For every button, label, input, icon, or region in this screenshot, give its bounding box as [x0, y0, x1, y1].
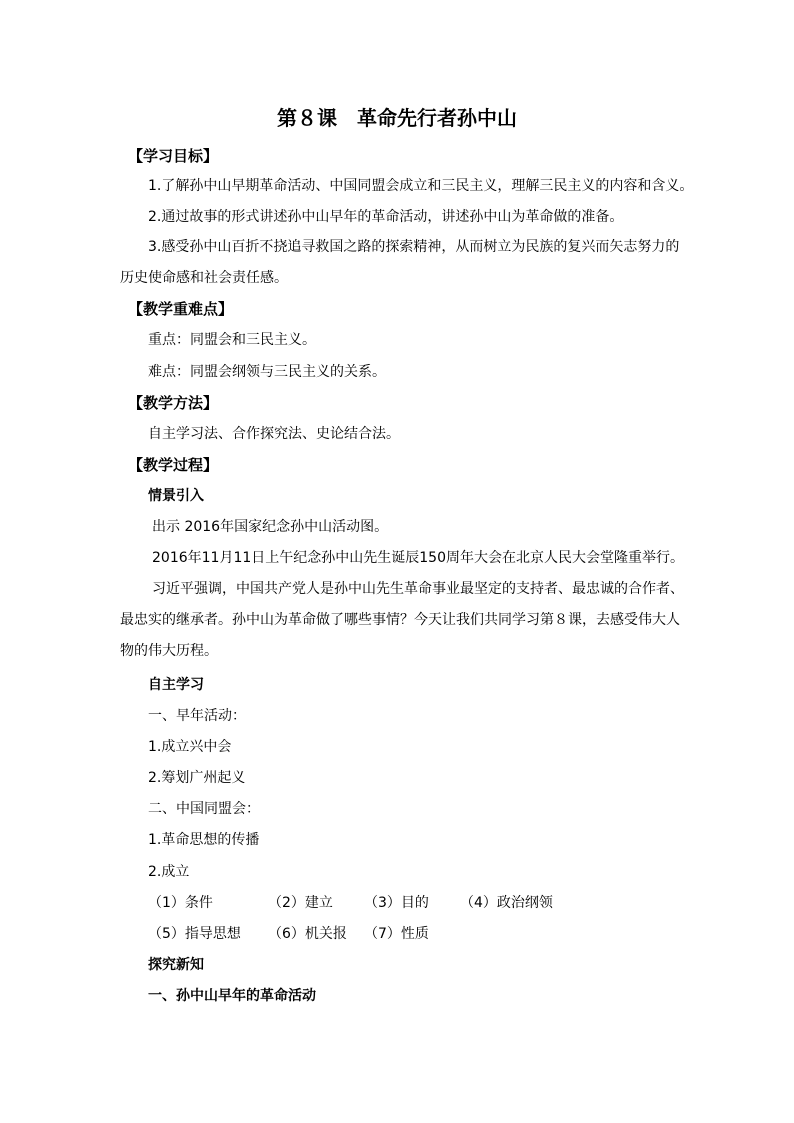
- option-item: （1）条件: [148, 895, 213, 911]
- early-item-2: 2.筹划广州起义: [148, 770, 246, 786]
- explore-item-1: 一、孙中山早年的革命活动: [148, 988, 316, 1004]
- option-item: （3）目的: [364, 895, 429, 911]
- key-heading: 【教学重难点】: [128, 300, 234, 318]
- league-item-1: 1.革命思想的传播: [148, 832, 260, 848]
- goals-heading: 【学习目标】: [128, 147, 219, 165]
- process-heading: 【教学过程】: [128, 456, 219, 474]
- intro-line-3b: 最忠实的继承者。孙中山为革命做了哪些事情？今天让我们共同学习第８课，去感受伟大人: [120, 612, 680, 628]
- options-row-2: [148, 924, 429, 944]
- goal-3-line-1: 3.感受孙中山百折不挠追寻救国之路的探索精神，从而树立为民族的复兴而矢志努力的: [148, 239, 680, 255]
- key-point: 重点：同盟会和三民主义。: [148, 332, 316, 348]
- goal-3-line-2: 历史使命感和社会责任感。: [120, 270, 288, 286]
- option-item: （5）指导思想: [148, 926, 241, 942]
- league-heading: 二、中国同盟会：: [148, 801, 260, 817]
- intro-line-3c: 物的伟大历程。: [120, 643, 218, 659]
- explore-heading: 探究新知: [148, 957, 204, 973]
- intro-line-2: 2016年11月11日上午纪念孙中山先生诞辰150周年大会在北京人民大会堂隆重举行。: [152, 550, 684, 566]
- option-item: （2）建立: [268, 895, 333, 911]
- methods-text: 自主学习法、合作探究法、史论结合法。: [148, 426, 400, 442]
- early-item-1: 1.成立兴中会: [148, 739, 232, 755]
- method-heading: 【教学方法】: [128, 394, 219, 412]
- page-title: 第８课 革命先行者孙中山: [277, 106, 517, 130]
- goal-1: 1.了解孙中山早期革命活动、中国同盟会成立和三民主义，理解三民主义的内容和含义。: [148, 178, 694, 194]
- goal-2: 2.通过故事的形式讲述孙中山早年的革命活动，讲述孙中山为革命做的准备。: [148, 209, 624, 225]
- option-item: （6）机关报: [268, 926, 347, 942]
- options-row-1: [148, 893, 553, 913]
- intro-heading: 情景引入: [148, 488, 204, 504]
- difficult-point: 难点：同盟会纲领与三民主义的关系。: [148, 364, 386, 380]
- option-item: （4）政治纲领: [460, 895, 553, 911]
- intro-line-3a: 习近平强调，中国共产党人是孙中山先生革命事业最坚定的支持者、最忠诚的合作者、: [152, 581, 684, 597]
- option-item: （7）性质: [364, 926, 429, 942]
- league-item-2: 2.成立: [148, 864, 190, 880]
- early-heading: 一、早年活动：: [148, 708, 246, 724]
- intro-line-1: 出示 2016年国家纪念孙中山活动图。: [152, 519, 389, 535]
- self-study-heading: 自主学习: [148, 677, 204, 693]
